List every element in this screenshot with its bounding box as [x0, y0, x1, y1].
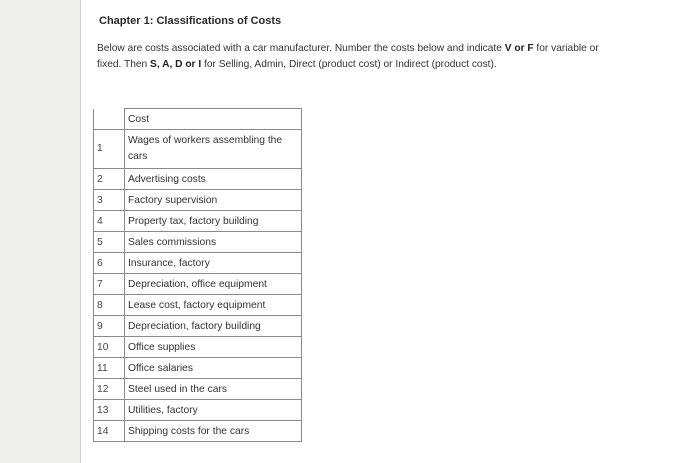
row-number: 7 — [94, 274, 125, 295]
row-number: 9 — [94, 316, 125, 337]
row-cost: Insurance, factory — [125, 253, 302, 274]
table-row — [94, 400, 302, 421]
table-row — [94, 316, 302, 337]
row-cost: Shipping costs for the cars — [125, 421, 302, 442]
document-page — [80, 0, 700, 463]
header-cost-cell: Cost — [125, 109, 302, 130]
row-number: 8 — [94, 295, 125, 316]
header-number-cell — [94, 109, 125, 130]
row-cost: Steel used in the cars — [125, 379, 302, 400]
row-number: 3 — [94, 190, 125, 211]
row-number: 5 — [94, 232, 125, 253]
row-number: 14 — [94, 421, 125, 442]
row-cost: Lease cost, factory equipment — [125, 295, 302, 316]
table-row — [94, 379, 302, 400]
row-number: 12 — [94, 379, 125, 400]
row-cost: Office supplies — [125, 337, 302, 358]
table-row — [94, 337, 302, 358]
row-number: 6 — [94, 253, 125, 274]
table-row — [94, 274, 302, 295]
table-row — [94, 130, 302, 169]
table-row — [94, 253, 302, 274]
row-number: 13 — [94, 400, 125, 421]
row-number: 11 — [94, 358, 125, 379]
row-cost: Advertising costs — [125, 169, 302, 190]
table-row — [94, 358, 302, 379]
row-number: 4 — [94, 211, 125, 232]
row-number: 1 — [94, 130, 125, 169]
row-number: 10 — [94, 337, 125, 358]
instructions-text: Below are costs associated with a car manufacturer. Number the costs below and indicate V or F for variable or fixed. Then S, A, D or I for Selling, Admin, Direct (product cost) or Indirect (product cost). — [97, 43, 599, 70]
table-row — [94, 232, 302, 253]
row-cost: Sales commissions — [125, 232, 302, 253]
row-number: 2 — [94, 169, 125, 190]
table-row — [94, 190, 302, 211]
table-row — [94, 169, 302, 190]
row-cost: Factory supervision — [125, 190, 302, 211]
row-cost: Utilities, factory — [125, 400, 302, 421]
row-cost: Depreciation, factory building — [125, 316, 302, 337]
table-row — [94, 295, 302, 316]
table-header-row — [94, 109, 302, 130]
page-title: Chapter 1: Classifications of Costs — [99, 15, 282, 27]
row-cost: Office salaries — [125, 358, 302, 379]
row-cost: Wages of workers assembling the cars — [125, 130, 302, 169]
cost-table — [93, 108, 302, 442]
row-cost: Depreciation, office equipment — [125, 274, 302, 295]
table-row — [94, 211, 302, 232]
row-cost: Property tax, factory building — [125, 211, 302, 232]
table-row — [94, 421, 302, 442]
